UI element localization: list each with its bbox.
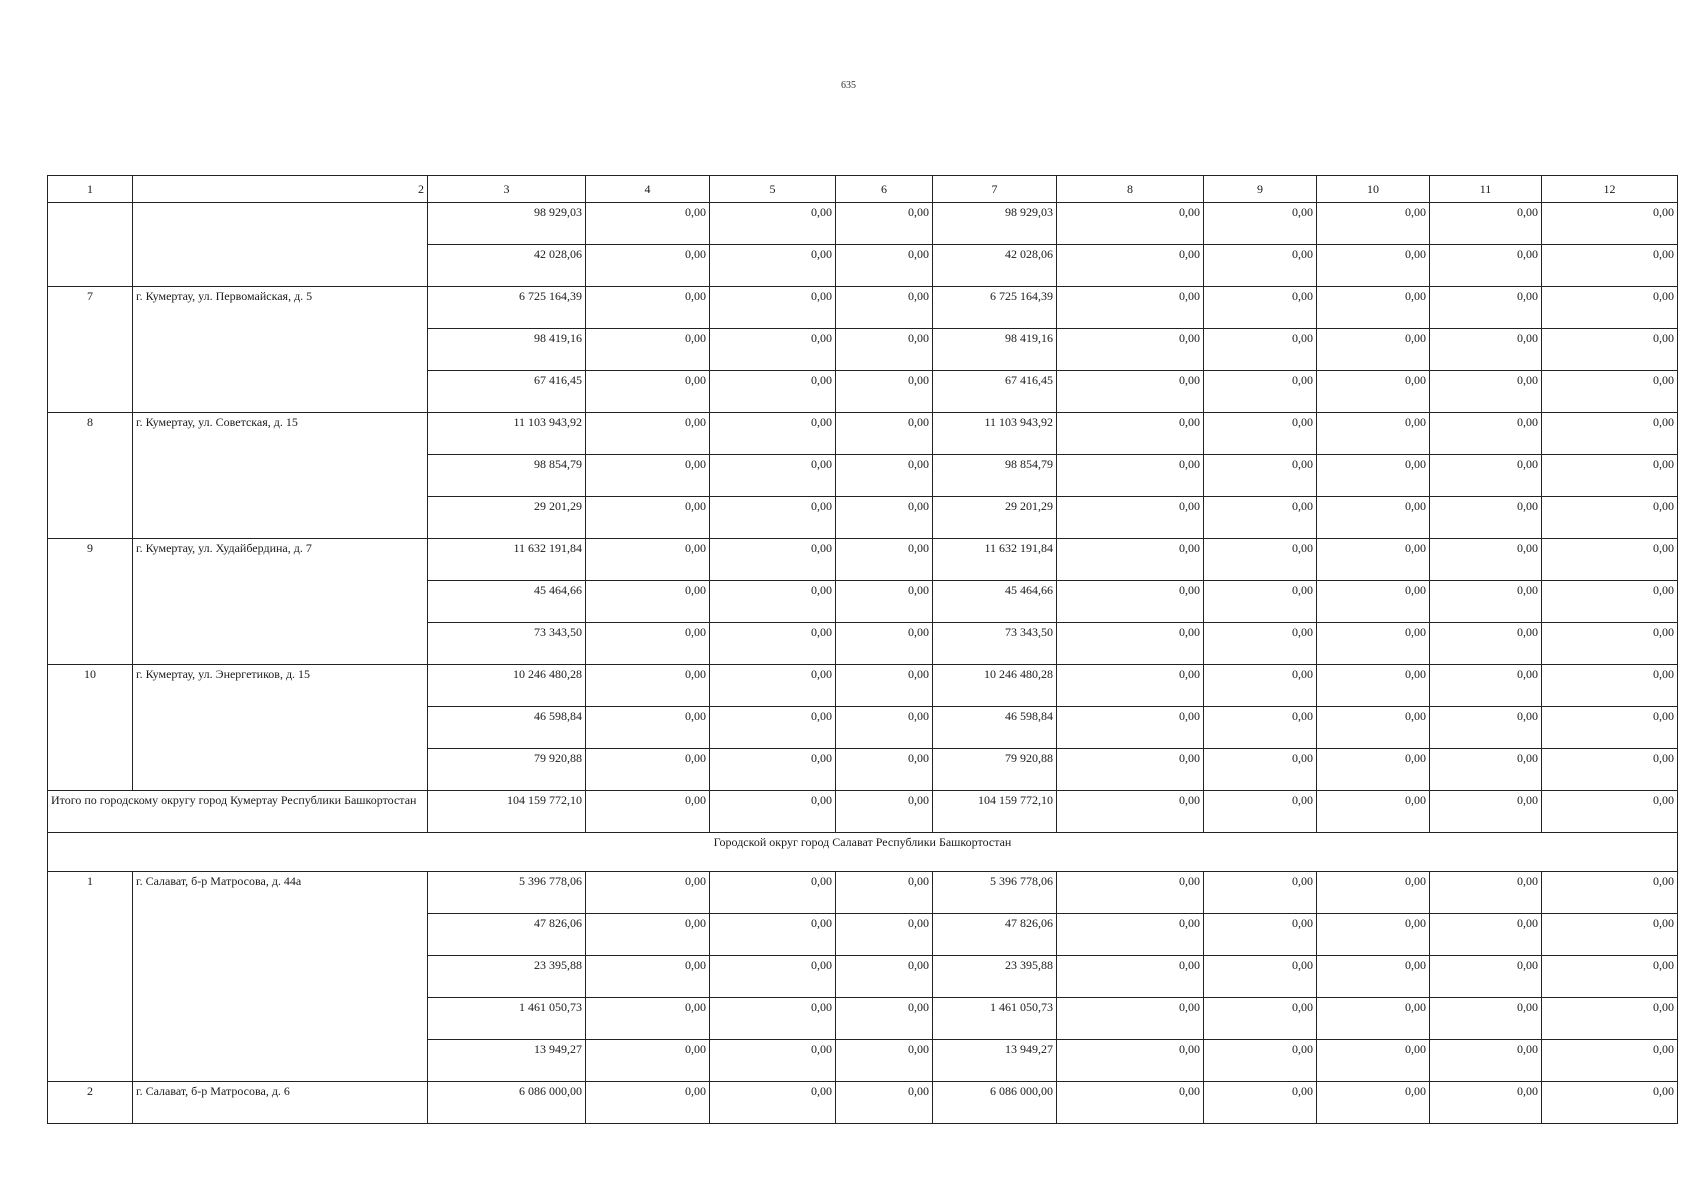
value-cell: 0,00	[1430, 455, 1542, 497]
value-cell: 0,00	[1057, 329, 1204, 371]
column-header: 1	[48, 176, 133, 203]
total-row	[48, 791, 1678, 833]
value-cell: 0,00	[1430, 581, 1542, 623]
value-cell: 0,00	[1542, 329, 1678, 371]
value-cell: 0,00	[1057, 998, 1204, 1040]
section-header-row	[48, 833, 1678, 872]
address-cell: г. Кумертау, ул. Худайбердина, д. 7	[133, 539, 428, 665]
value-cell: 0,00	[1204, 998, 1317, 1040]
value-cell: 0,00	[836, 413, 933, 455]
value-cell: 104 159 772,10	[933, 791, 1057, 833]
value-cell: 98 854,79	[428, 455, 586, 497]
value-cell: 0,00	[1317, 1040, 1430, 1082]
value-cell: 13 949,27	[933, 1040, 1057, 1082]
value-cell: 0,00	[1204, 665, 1317, 707]
column-header: 5	[710, 176, 836, 203]
value-cell: 0,00	[586, 245, 710, 287]
value-cell: 0,00	[1204, 245, 1317, 287]
value-cell: 0,00	[710, 665, 836, 707]
column-header: 9	[1204, 176, 1317, 203]
value-cell: 0,00	[586, 329, 710, 371]
value-cell: 0,00	[1542, 1082, 1678, 1124]
value-cell: 0,00	[710, 329, 836, 371]
value-cell: 0,00	[1317, 371, 1430, 413]
value-cell: 0,00	[586, 1040, 710, 1082]
value-cell: 0,00	[1317, 707, 1430, 749]
value-cell: 0,00	[1204, 914, 1317, 956]
value-cell: 5 396 778,06	[428, 872, 586, 914]
value-cell: 45 464,66	[428, 581, 586, 623]
value-cell: 0,00	[710, 287, 836, 329]
budget-table	[47, 175, 1678, 1124]
column-header: 8	[1057, 176, 1204, 203]
value-cell: 0,00	[1204, 371, 1317, 413]
table-body	[48, 203, 1678, 1124]
value-cell: 0,00	[1057, 707, 1204, 749]
value-cell: 79 920,88	[933, 749, 1057, 791]
value-cell: 0,00	[836, 539, 933, 581]
value-cell: 98 929,03	[933, 203, 1057, 245]
value-cell: 0,00	[1317, 998, 1430, 1040]
value-cell: 23 395,88	[933, 956, 1057, 998]
value-cell: 0,00	[836, 956, 933, 998]
value-cell: 0,00	[1430, 791, 1542, 833]
address-cell: г. Салават, б-р Матросова, д. 44а	[133, 872, 428, 1082]
value-cell: 0,00	[710, 707, 836, 749]
value-cell: 0,00	[1317, 791, 1430, 833]
value-cell: 0,00	[836, 455, 933, 497]
page-number: 635	[841, 80, 856, 91]
column-header: 6	[836, 176, 933, 203]
address-cell: г. Кумертау, ул. Первомайская, д. 5	[133, 287, 428, 413]
value-cell: 0,00	[1542, 1040, 1678, 1082]
value-cell: 23 395,88	[428, 956, 586, 998]
value-cell: 0,00	[1317, 1082, 1430, 1124]
row-number: 1	[48, 872, 133, 1082]
value-cell: 6 725 164,39	[933, 287, 1057, 329]
value-cell: 0,00	[710, 497, 836, 539]
value-cell: 0,00	[1057, 413, 1204, 455]
value-cell: 0,00	[1317, 749, 1430, 791]
value-cell: 0,00	[586, 203, 710, 245]
value-cell: 0,00	[836, 371, 933, 413]
value-cell: 0,00	[1430, 956, 1542, 998]
value-cell: 0,00	[1057, 872, 1204, 914]
value-cell: 0,00	[1057, 539, 1204, 581]
value-cell: 0,00	[836, 707, 933, 749]
value-cell: 0,00	[1542, 998, 1678, 1040]
value-cell: 1 461 050,73	[428, 998, 586, 1040]
value-cell: 0,00	[710, 791, 836, 833]
value-cell: 0,00	[1542, 956, 1678, 998]
value-cell: 0,00	[1542, 581, 1678, 623]
value-cell: 79 920,88	[428, 749, 586, 791]
value-cell: 0,00	[710, 956, 836, 998]
value-cell: 0,00	[1542, 791, 1678, 833]
table-row	[48, 413, 1678, 455]
value-cell: 42 028,06	[933, 245, 1057, 287]
row-number: 10	[48, 665, 133, 791]
value-cell: 0,00	[1430, 371, 1542, 413]
value-cell: 0,00	[836, 203, 933, 245]
value-cell: 0,00	[1430, 497, 1542, 539]
value-cell: 98 929,03	[428, 203, 586, 245]
value-cell: 0,00	[1057, 497, 1204, 539]
value-cell: 0,00	[1204, 749, 1317, 791]
value-cell: 0,00	[1542, 413, 1678, 455]
value-cell: 0,00	[1317, 455, 1430, 497]
value-cell: 0,00	[586, 581, 710, 623]
value-cell: 0,00	[586, 956, 710, 998]
value-cell: 0,00	[1317, 872, 1430, 914]
value-cell: 0,00	[586, 623, 710, 665]
value-cell: 0,00	[710, 539, 836, 581]
value-cell: 0,00	[1057, 1040, 1204, 1082]
value-cell: 0,00	[1204, 203, 1317, 245]
value-cell: 0,00	[1317, 623, 1430, 665]
value-cell: 29 201,29	[428, 497, 586, 539]
value-cell: 0,00	[836, 998, 933, 1040]
column-header: 3	[428, 176, 586, 203]
value-cell: 0,00	[586, 1082, 710, 1124]
value-cell: 0,00	[1430, 245, 1542, 287]
value-cell: 0,00	[1057, 623, 1204, 665]
value-cell: 0,00	[1057, 371, 1204, 413]
value-cell: 0,00	[1430, 203, 1542, 245]
section-title: Городской округ город Салават Республики Башкортостан	[48, 833, 1678, 872]
value-cell: 0,00	[586, 707, 710, 749]
value-cell: 0,00	[1204, 455, 1317, 497]
value-cell: 67 416,45	[933, 371, 1057, 413]
value-cell: 47 826,06	[933, 914, 1057, 956]
value-cell: 0,00	[1430, 1082, 1542, 1124]
value-cell: 0,00	[1057, 914, 1204, 956]
value-cell: 0,00	[836, 329, 933, 371]
value-cell: 0,00	[586, 749, 710, 791]
value-cell: 0,00	[1204, 956, 1317, 998]
value-cell: 0,00	[1204, 1040, 1317, 1082]
value-cell: 104 159 772,10	[428, 791, 586, 833]
column-header: 2	[133, 176, 428, 203]
value-cell: 0,00	[586, 914, 710, 956]
value-cell: 0,00	[1317, 287, 1430, 329]
value-cell: 0,00	[710, 998, 836, 1040]
table-row	[48, 203, 1678, 245]
value-cell: 0,00	[1204, 623, 1317, 665]
value-cell: 0,00	[1057, 581, 1204, 623]
row-number: 8	[48, 413, 133, 539]
value-cell: 0,00	[1430, 539, 1542, 581]
value-cell: 0,00	[586, 791, 710, 833]
value-cell: 0,00	[1542, 872, 1678, 914]
row-number: 7	[48, 287, 133, 413]
value-cell: 0,00	[1430, 665, 1542, 707]
value-cell: 5 396 778,06	[933, 872, 1057, 914]
row-number: 2	[48, 1082, 133, 1124]
value-cell: 0,00	[710, 872, 836, 914]
value-cell: 10 246 480,28	[428, 665, 586, 707]
value-cell: 0,00	[710, 413, 836, 455]
row-number: 9	[48, 539, 133, 665]
value-cell: 0,00	[1542, 665, 1678, 707]
value-cell: 0,00	[1430, 998, 1542, 1040]
value-cell: 0,00	[836, 872, 933, 914]
value-cell: 0,00	[1317, 203, 1430, 245]
value-cell: 0,00	[1057, 245, 1204, 287]
column-number-row	[48, 176, 1678, 203]
value-cell: 0,00	[1542, 371, 1678, 413]
value-cell: 0,00	[1542, 539, 1678, 581]
value-cell: 0,00	[836, 581, 933, 623]
table-row	[48, 665, 1678, 707]
value-cell: 98 854,79	[933, 455, 1057, 497]
value-cell: 46 598,84	[933, 707, 1057, 749]
table-row	[48, 539, 1678, 581]
value-cell: 0,00	[836, 791, 933, 833]
value-cell: 98 419,16	[428, 329, 586, 371]
value-cell: 0,00	[710, 623, 836, 665]
value-cell: 0,00	[1542, 203, 1678, 245]
address-cell	[133, 203, 428, 287]
value-cell: 0,00	[1057, 203, 1204, 245]
value-cell: 0,00	[1430, 749, 1542, 791]
value-cell: 0,00	[1430, 1040, 1542, 1082]
value-cell: 0,00	[710, 245, 836, 287]
value-cell: 0,00	[586, 872, 710, 914]
value-cell: 11 632 191,84	[933, 539, 1057, 581]
value-cell: 0,00	[1317, 413, 1430, 455]
value-cell: 0,00	[836, 1040, 933, 1082]
column-header: 12	[1542, 176, 1678, 203]
value-cell: 0,00	[1204, 329, 1317, 371]
value-cell: 0,00	[836, 623, 933, 665]
value-cell: 10 246 480,28	[933, 665, 1057, 707]
value-cell: 0,00	[710, 371, 836, 413]
address-cell: г. Салават, б-р Матросова, д. 6	[133, 1082, 428, 1124]
value-cell: 42 028,06	[428, 245, 586, 287]
value-cell: 11 103 943,92	[428, 413, 586, 455]
value-cell: 0,00	[836, 1082, 933, 1124]
value-cell: 0,00	[1204, 872, 1317, 914]
value-cell: 0,00	[1430, 623, 1542, 665]
column-header: 10	[1317, 176, 1430, 203]
value-cell: 0,00	[586, 455, 710, 497]
value-cell: 0,00	[1204, 791, 1317, 833]
value-cell: 73 343,50	[428, 623, 586, 665]
value-cell: 98 419,16	[933, 329, 1057, 371]
value-cell: 0,00	[1204, 497, 1317, 539]
address-cell: г. Кумертау, ул. Советская, д. 15	[133, 413, 428, 539]
value-cell: 0,00	[710, 455, 836, 497]
total-label: Итого по городскому округу город Кумертау Республики Башкортостан	[48, 791, 428, 833]
value-cell: 0,00	[1057, 956, 1204, 998]
value-cell: 11 103 943,92	[933, 413, 1057, 455]
address-cell: г. Кумертау, ул. Энергетиков, д. 15	[133, 665, 428, 791]
value-cell: 73 343,50	[933, 623, 1057, 665]
value-cell: 0,00	[710, 203, 836, 245]
value-cell: 6 086 000,00	[428, 1082, 586, 1124]
value-cell: 0,00	[1317, 956, 1430, 998]
value-cell: 0,00	[1317, 665, 1430, 707]
value-cell: 0,00	[1057, 749, 1204, 791]
value-cell: 0,00	[1542, 914, 1678, 956]
column-header: 7	[933, 176, 1057, 203]
value-cell: 0,00	[836, 665, 933, 707]
value-cell: 0,00	[1430, 872, 1542, 914]
value-cell: 0,00	[836, 287, 933, 329]
value-cell: 0,00	[710, 1040, 836, 1082]
value-cell: 0,00	[1542, 623, 1678, 665]
value-cell: 29 201,29	[933, 497, 1057, 539]
value-cell: 0,00	[1317, 245, 1430, 287]
value-cell: 0,00	[1430, 707, 1542, 749]
value-cell: 0,00	[1542, 245, 1678, 287]
value-cell: 0,00	[586, 413, 710, 455]
value-cell: 0,00	[1057, 791, 1204, 833]
value-cell: 0,00	[710, 914, 836, 956]
value-cell: 0,00	[1430, 413, 1542, 455]
table-row	[48, 872, 1678, 914]
value-cell: 6 086 000,00	[933, 1082, 1057, 1124]
table-row	[48, 287, 1678, 329]
value-cell: 11 632 191,84	[428, 539, 586, 581]
value-cell: 0,00	[1542, 497, 1678, 539]
value-cell: 0,00	[710, 1082, 836, 1124]
value-cell: 0,00	[1204, 1082, 1317, 1124]
value-cell: 0,00	[1317, 914, 1430, 956]
value-cell: 0,00	[1542, 749, 1678, 791]
value-cell: 1 461 050,73	[933, 998, 1057, 1040]
value-cell: 0,00	[1204, 413, 1317, 455]
value-cell: 0,00	[1317, 581, 1430, 623]
value-cell: 0,00	[1430, 914, 1542, 956]
value-cell: 0,00	[1317, 539, 1430, 581]
value-cell: 0,00	[1057, 665, 1204, 707]
value-cell: 0,00	[1317, 497, 1430, 539]
value-cell: 0,00	[710, 581, 836, 623]
value-cell: 0,00	[836, 497, 933, 539]
value-cell: 0,00	[586, 539, 710, 581]
value-cell: 0,00	[1204, 707, 1317, 749]
value-cell: 0,00	[710, 749, 836, 791]
value-cell: 45 464,66	[933, 581, 1057, 623]
value-cell: 0,00	[1204, 581, 1317, 623]
value-cell: 0,00	[1057, 1082, 1204, 1124]
value-cell: 0,00	[1057, 455, 1204, 497]
value-cell: 0,00	[586, 287, 710, 329]
value-cell: 0,00	[1542, 287, 1678, 329]
value-cell: 0,00	[836, 245, 933, 287]
table-row	[48, 1082, 1678, 1124]
value-cell: 0,00	[836, 914, 933, 956]
value-cell: 0,00	[1430, 329, 1542, 371]
value-cell: 13 949,27	[428, 1040, 586, 1082]
value-cell: 0,00	[1542, 455, 1678, 497]
value-cell: 0,00	[1430, 287, 1542, 329]
value-cell: 0,00	[586, 665, 710, 707]
value-cell: 0,00	[586, 371, 710, 413]
value-cell: 47 826,06	[428, 914, 586, 956]
value-cell: 0,00	[836, 749, 933, 791]
value-cell: 0,00	[1204, 539, 1317, 581]
value-cell: 0,00	[1317, 329, 1430, 371]
value-cell: 67 416,45	[428, 371, 586, 413]
value-cell: 46 598,84	[428, 707, 586, 749]
value-cell: 0,00	[586, 998, 710, 1040]
value-cell: 0,00	[1204, 287, 1317, 329]
value-cell: 0,00	[1057, 287, 1204, 329]
value-cell: 0,00	[1542, 707, 1678, 749]
row-number	[48, 203, 133, 287]
column-header: 11	[1430, 176, 1542, 203]
value-cell: 0,00	[586, 497, 710, 539]
column-header: 4	[586, 176, 710, 203]
value-cell: 6 725 164,39	[428, 287, 586, 329]
